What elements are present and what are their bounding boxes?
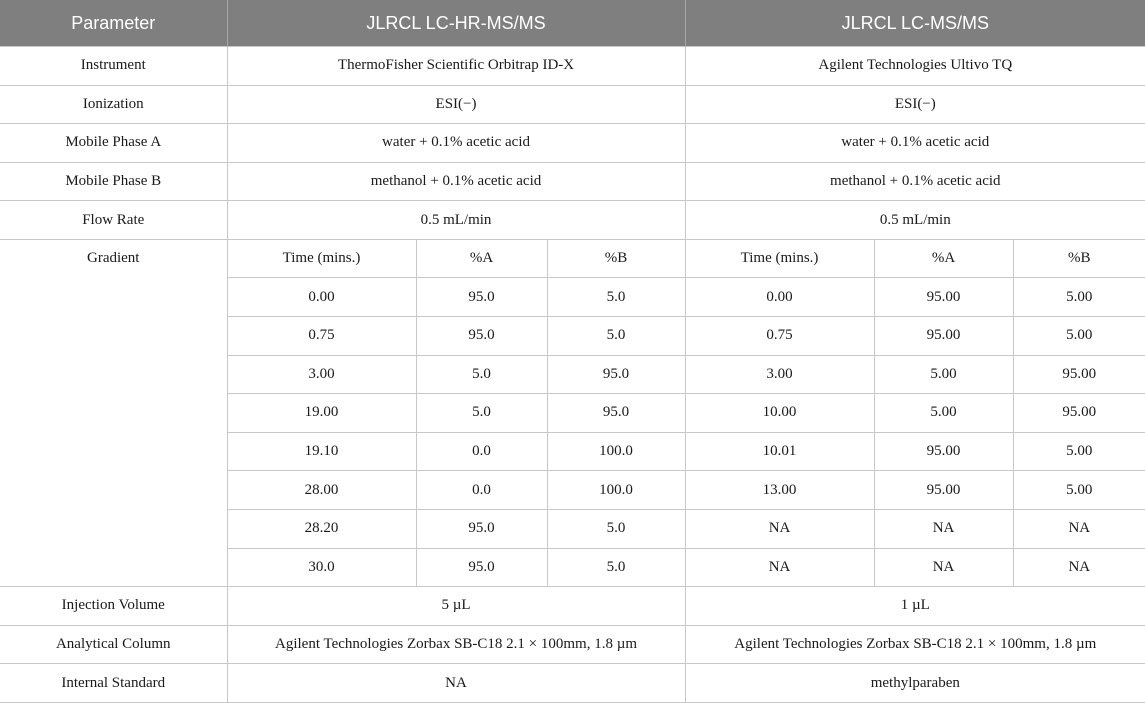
- row-label: Instrument: [0, 47, 227, 86]
- gradient-hr-a: 0.0: [416, 471, 547, 510]
- gradient-hr-b: 95.0: [547, 355, 685, 394]
- row-gradient-header: [0, 239, 1145, 278]
- gradient-hr-header-time: Time (mins.): [227, 239, 416, 278]
- gradient-hr-a: 95.0: [416, 317, 547, 356]
- gradient-ms-header-a: %A: [874, 239, 1013, 278]
- gradient-ms-time: 0.00: [685, 278, 874, 317]
- gradient-ms-header-b: %B: [1013, 239, 1145, 278]
- row-label: Mobile Phase A: [0, 124, 227, 163]
- cell-hr: Agilent Technologies Zorbax SB-C18 2.1 × 100mm, 1.8 µm: [227, 625, 685, 664]
- gradient-ms-time: 0.75: [685, 317, 874, 356]
- gradient-hr-time: 19.00: [227, 394, 416, 433]
- cell-ms: methanol + 0.1% acetic acid: [685, 162, 1145, 201]
- gradient-hr-b: 100.0: [547, 432, 685, 471]
- gradient-ms-a: 95.00: [874, 471, 1013, 510]
- row-label-gradient: Gradient: [0, 239, 227, 586]
- gradient-hr-time: 3.00: [227, 355, 416, 394]
- gradient-hr-a: 95.0: [416, 509, 547, 548]
- gradient-ms-a: NA: [874, 509, 1013, 548]
- row-label: Flow Rate: [0, 201, 227, 240]
- cell-hr: ThermoFisher Scientific Orbitrap ID-X: [227, 47, 685, 86]
- gradient-ms-time: 13.00: [685, 471, 874, 510]
- row-instrument: [0, 47, 1145, 86]
- cell-ms: Agilent Technologies Zorbax SB-C18 2.1 × 100mm, 1.8 µm: [685, 625, 1145, 664]
- gradient-ms-a: 95.00: [874, 278, 1013, 317]
- gradient-ms-b: 5.00: [1013, 278, 1145, 317]
- gradient-ms-time: 3.00: [685, 355, 874, 394]
- gradient-hr-time: 0.00: [227, 278, 416, 317]
- gradient-hr-time: 30.0: [227, 548, 416, 587]
- cell-ms: 0.5 mL/min: [685, 201, 1145, 240]
- gradient-ms-time: 10.01: [685, 432, 874, 471]
- cell-hr: NA: [227, 664, 685, 703]
- gradient-ms-a: NA: [874, 548, 1013, 587]
- gradient-ms-b: 5.00: [1013, 432, 1145, 471]
- gradient-hr-header-b: %B: [547, 239, 685, 278]
- cell-ms: Agilent Technologies Ultivo TQ: [685, 47, 1145, 86]
- gradient-hr-a: 0.0: [416, 432, 547, 471]
- row-ionization: [0, 85, 1145, 124]
- gradient-hr-b: 5.0: [547, 548, 685, 587]
- header-lc-hr-ms: JLRCL LC-HR-MS/MS: [227, 0, 685, 47]
- gradient-ms-a: 95.00: [874, 317, 1013, 356]
- gradient-ms-a: 95.00: [874, 432, 1013, 471]
- gradient-hr-header-a: %A: [416, 239, 547, 278]
- gradient-hr-a: 95.0: [416, 548, 547, 587]
- row-mobile-phase-b: [0, 162, 1145, 201]
- row-analytical-column: [0, 625, 1145, 664]
- cell-hr: 5 µL: [227, 587, 685, 626]
- gradient-hr-time: 0.75: [227, 317, 416, 356]
- gradient-ms-b: NA: [1013, 548, 1145, 587]
- cell-hr: water + 0.1% acetic acid: [227, 124, 685, 163]
- cell-hr: methanol + 0.1% acetic acid: [227, 162, 685, 201]
- row-internal-standard: [0, 664, 1145, 703]
- gradient-ms-b: 95.00: [1013, 394, 1145, 433]
- gradient-ms-b: 5.00: [1013, 317, 1145, 356]
- gradient-hr-time: 28.00: [227, 471, 416, 510]
- gradient-hr-time: 19.10: [227, 432, 416, 471]
- cell-ms: 1 µL: [685, 587, 1145, 626]
- gradient-ms-header-time: Time (mins.): [685, 239, 874, 278]
- gradient-ms-time: 10.00: [685, 394, 874, 433]
- row-label: Internal Standard: [0, 664, 227, 703]
- cell-hr: 0.5 mL/min: [227, 201, 685, 240]
- gradient-ms-time: NA: [685, 509, 874, 548]
- gradient-hr-a: 5.0: [416, 394, 547, 433]
- header-row: [0, 0, 1145, 47]
- row-label: Analytical Column: [0, 625, 227, 664]
- cell-ms: water + 0.1% acetic acid: [685, 124, 1145, 163]
- cell-ms: methylparaben: [685, 664, 1145, 703]
- gradient-hr-b: 5.0: [547, 278, 685, 317]
- row-injection-volume: [0, 587, 1145, 626]
- row-label: Mobile Phase B: [0, 162, 227, 201]
- gradient-ms-b: 95.00: [1013, 355, 1145, 394]
- row-mobile-phase-a: [0, 124, 1145, 163]
- gradient-hr-a: 95.0: [416, 278, 547, 317]
- gradient-ms-b: 5.00: [1013, 471, 1145, 510]
- gradient-ms-a: 5.00: [874, 355, 1013, 394]
- gradient-hr-b: 5.0: [547, 509, 685, 548]
- gradient-ms-time: NA: [685, 548, 874, 587]
- gradient-hr-b: 95.0: [547, 394, 685, 433]
- gradient-hr-b: 100.0: [547, 471, 685, 510]
- gradient-ms-a: 5.00: [874, 394, 1013, 433]
- gradient-hr-a: 5.0: [416, 355, 547, 394]
- cell-hr: ESI(−): [227, 85, 685, 124]
- row-label: Ionization: [0, 85, 227, 124]
- gradient-hr-b: 5.0: [547, 317, 685, 356]
- header-lc-ms: JLRCL LC-MS/MS: [685, 0, 1145, 47]
- gradient-ms-b: NA: [1013, 509, 1145, 548]
- gradient-hr-time: 28.20: [227, 509, 416, 548]
- row-flow-rate: [0, 201, 1145, 240]
- cell-ms: ESI(−): [685, 85, 1145, 124]
- row-label: Injection Volume: [0, 587, 227, 626]
- header-parameter: Parameter: [0, 0, 227, 47]
